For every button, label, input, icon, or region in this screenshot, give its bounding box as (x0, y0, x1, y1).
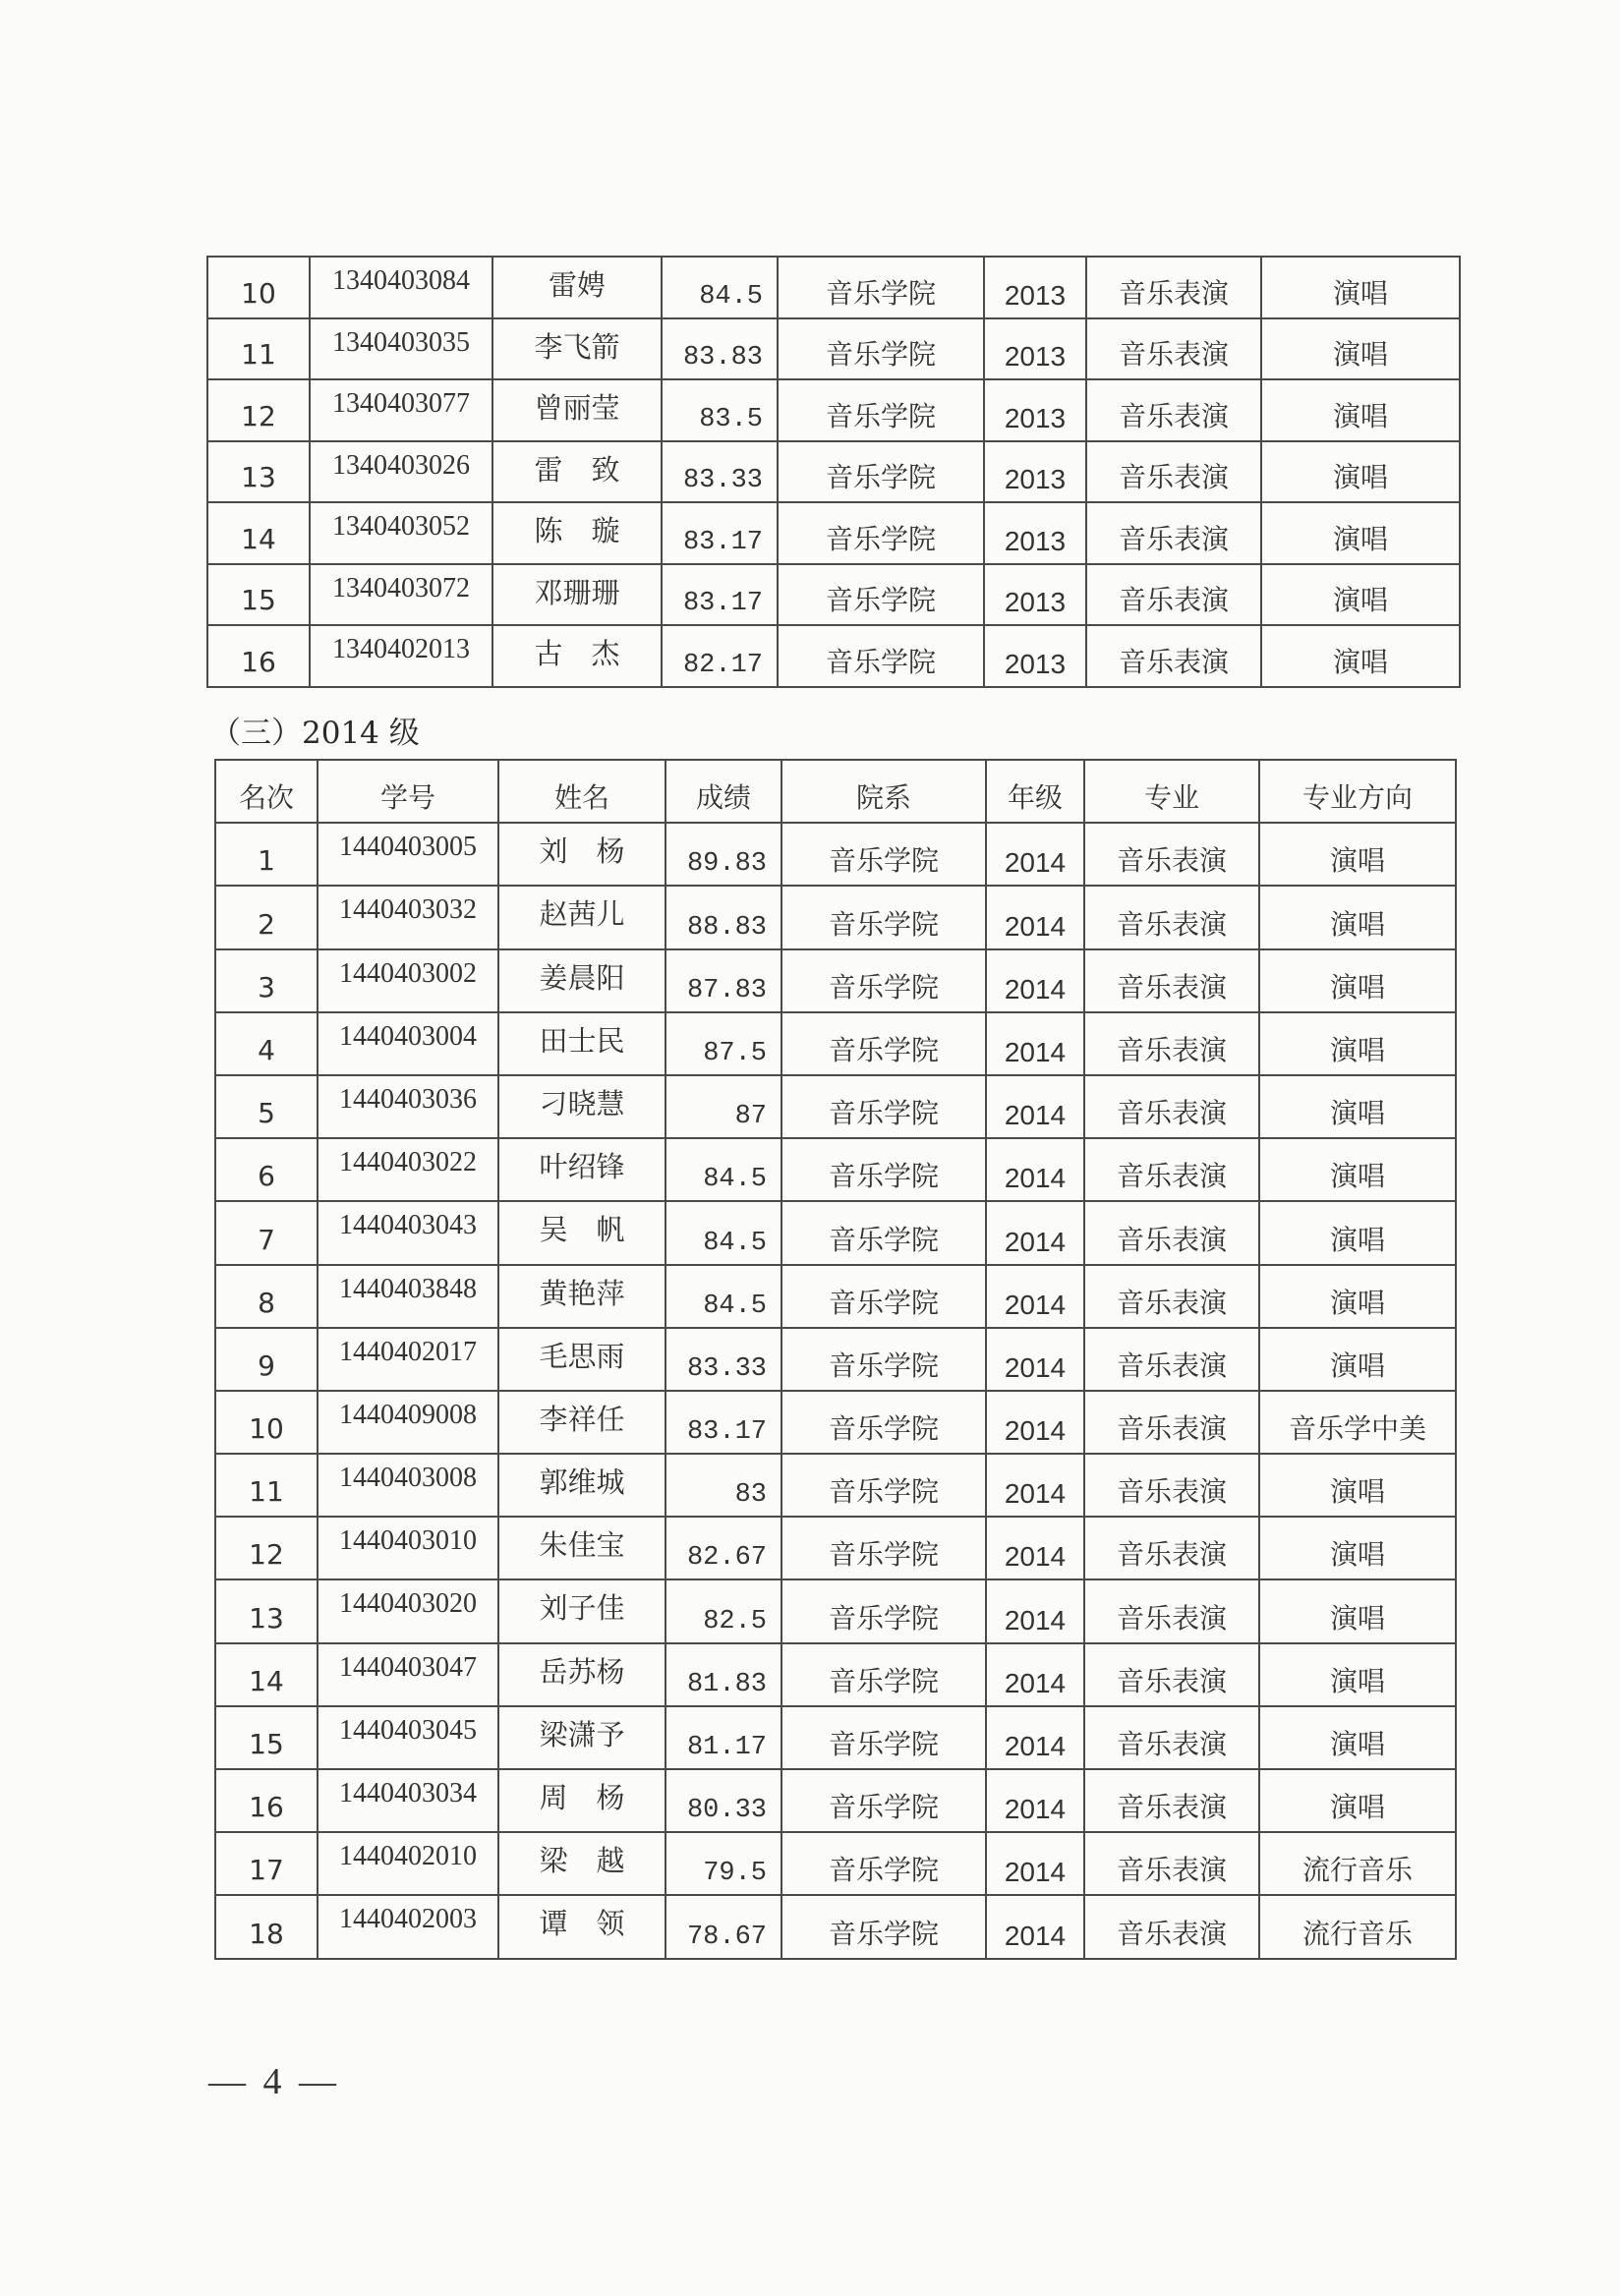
rank-cell: 14 (207, 502, 310, 564)
header-student-id: 学号 (318, 760, 498, 823)
major-cell: 音乐表演 (1086, 502, 1261, 564)
major-cell: 音乐表演 (1084, 1328, 1259, 1391)
major-cell: 音乐表演 (1086, 564, 1261, 626)
direction-cell: 演唱 (1259, 886, 1456, 948)
grade-cell: 2014 (986, 1895, 1084, 1958)
direction-cell: 演唱 (1261, 318, 1460, 380)
score-cell: 81.17 (665, 1706, 781, 1769)
direction-cell: 演唱 (1259, 1012, 1456, 1075)
student-id-cell: 1340403077 (310, 379, 492, 441)
ranking-table-2013 (206, 256, 1461, 688)
name-cell: 吴 帆 (498, 1201, 665, 1264)
header-rank: 名次 (215, 760, 318, 823)
direction-cell: 演唱 (1261, 625, 1460, 687)
department-cell: 音乐学院 (781, 949, 986, 1012)
major-cell: 音乐表演 (1084, 823, 1259, 886)
department-cell: 音乐学院 (778, 625, 984, 687)
table-row (207, 625, 1460, 687)
grade-cell: 2014 (986, 1517, 1084, 1579)
rank-cell: 15 (207, 564, 310, 626)
direction-cell: 演唱 (1259, 1075, 1456, 1138)
department-cell: 音乐学院 (781, 1517, 986, 1579)
grade-cell: 2014 (986, 1265, 1084, 1328)
rank-cell: 2 (215, 886, 318, 948)
score-cell: 87.83 (665, 949, 781, 1012)
direction-cell: 音乐学中美 (1259, 1391, 1456, 1454)
name-cell: 刘 杨 (498, 823, 665, 886)
table-row (207, 318, 1460, 380)
student-id-cell: 1440403045 (318, 1706, 498, 1769)
rank-cell: 16 (215, 1769, 318, 1832)
score-cell: 82.5 (665, 1579, 781, 1642)
rank-cell: 15 (215, 1706, 318, 1769)
direction-cell: 演唱 (1261, 379, 1460, 441)
name-cell: 刁晓慧 (498, 1075, 665, 1138)
department-cell: 音乐学院 (781, 886, 986, 948)
name-cell: 朱佳宝 (498, 1517, 665, 1579)
department-cell: 音乐学院 (781, 1328, 986, 1391)
student-id-cell: 1440409008 (318, 1391, 498, 1454)
score-cell: 83.83 (662, 318, 778, 380)
name-cell: 曾丽莹 (492, 379, 662, 441)
direction-cell: 演唱 (1259, 1201, 1456, 1264)
name-cell: 田士民 (498, 1012, 665, 1075)
grade-cell: 2014 (986, 1012, 1084, 1075)
department-cell: 音乐学院 (781, 1012, 986, 1075)
grade-cell: 2013 (984, 502, 1086, 564)
student-id-cell: 1440403047 (318, 1643, 498, 1706)
rank-cell: 6 (215, 1138, 318, 1201)
grade-cell: 2014 (986, 949, 1084, 1012)
rank-cell: 9 (215, 1328, 318, 1391)
name-cell: 李飞箭 (492, 318, 662, 380)
major-cell: 音乐表演 (1084, 1895, 1259, 1958)
student-id-cell: 1340403052 (310, 502, 492, 564)
name-cell: 毛思雨 (498, 1328, 665, 1391)
department-cell: 音乐学院 (778, 502, 984, 564)
department-cell: 音乐学院 (781, 1832, 986, 1895)
department-cell: 音乐学院 (781, 1138, 986, 1201)
major-cell: 音乐表演 (1084, 1832, 1259, 1895)
major-cell: 音乐表演 (1084, 1517, 1259, 1579)
grade-cell: 2014 (986, 1201, 1084, 1264)
major-cell: 音乐表演 (1086, 625, 1261, 687)
table-row (215, 1012, 1456, 1075)
major-cell: 音乐表演 (1084, 1138, 1259, 1201)
table-row (215, 1832, 1456, 1895)
name-cell: 李祥任 (498, 1391, 665, 1454)
major-cell: 音乐表演 (1084, 1391, 1259, 1454)
student-id-cell: 1440402010 (318, 1832, 498, 1895)
grade-cell: 2013 (984, 564, 1086, 626)
name-cell: 谭 领 (498, 1895, 665, 1958)
department-cell: 音乐学院 (778, 441, 984, 503)
student-id-cell: 1440403043 (318, 1201, 498, 1264)
score-cell: 83 (665, 1454, 781, 1517)
header-grade: 年级 (986, 760, 1084, 823)
rank-cell: 3 (215, 949, 318, 1012)
rank-cell: 13 (215, 1579, 318, 1642)
rank-cell: 10 (215, 1391, 318, 1454)
table-row (215, 1706, 1456, 1769)
header-score: 成绩 (665, 760, 781, 823)
major-cell: 音乐表演 (1084, 1643, 1259, 1706)
score-cell: 88.83 (665, 886, 781, 948)
rank-cell: 11 (207, 318, 310, 380)
table-row (215, 1265, 1456, 1328)
department-cell: 音乐学院 (781, 1579, 986, 1642)
direction-cell: 演唱 (1259, 1706, 1456, 1769)
grade-cell: 2014 (986, 1706, 1084, 1769)
major-cell: 音乐表演 (1084, 1265, 1259, 1328)
score-cell: 84.5 (665, 1265, 781, 1328)
score-cell: 84.5 (662, 257, 778, 318)
direction-cell: 演唱 (1259, 1769, 1456, 1832)
direction-cell: 演唱 (1259, 1579, 1456, 1642)
table-row (207, 379, 1460, 441)
department-cell: 音乐学院 (781, 1769, 986, 1832)
score-cell: 83.17 (665, 1391, 781, 1454)
rank-cell: 18 (215, 1895, 318, 1958)
direction-cell: 演唱 (1261, 257, 1460, 318)
direction-cell: 演唱 (1259, 1138, 1456, 1201)
department-cell: 音乐学院 (781, 1201, 986, 1264)
major-cell: 音乐表演 (1084, 1012, 1259, 1075)
student-id-cell: 1340403084 (310, 257, 492, 318)
department-cell: 音乐学院 (778, 257, 984, 318)
department-cell: 音乐学院 (781, 1454, 986, 1517)
name-cell: 刘子佳 (498, 1579, 665, 1642)
grade-cell: 2013 (984, 257, 1086, 318)
name-cell: 姜晨阳 (498, 949, 665, 1012)
department-cell: 音乐学院 (778, 318, 984, 380)
header-major: 专业 (1084, 760, 1259, 823)
rank-cell: 14 (215, 1643, 318, 1706)
student-id-cell: 1340403026 (310, 441, 492, 503)
student-id-cell: 1340403035 (310, 318, 492, 380)
grade-cell: 2014 (986, 1832, 1084, 1895)
name-cell: 郭维城 (498, 1454, 665, 1517)
direction-cell: 演唱 (1259, 1328, 1456, 1391)
grade-cell: 2014 (986, 886, 1084, 948)
score-cell: 83.33 (662, 441, 778, 503)
major-cell: 音乐表演 (1086, 379, 1261, 441)
table-row (215, 1895, 1456, 1958)
student-id-cell: 1440403002 (318, 949, 498, 1012)
department-cell: 音乐学院 (778, 379, 984, 441)
grade-cell: 2014 (986, 1391, 1084, 1454)
grade-cell: 2013 (984, 625, 1086, 687)
name-cell: 雷 致 (492, 441, 662, 503)
header-name: 姓名 (498, 760, 665, 823)
department-cell: 音乐学院 (781, 1706, 986, 1769)
direction-cell: 演唱 (1259, 1454, 1456, 1517)
table-row (215, 1328, 1456, 1391)
table-row (215, 1454, 1456, 1517)
direction-cell: 演唱 (1259, 1517, 1456, 1579)
direction-cell: 演唱 (1261, 441, 1460, 503)
major-cell: 音乐表演 (1084, 949, 1259, 1012)
rank-cell: 4 (215, 1012, 318, 1075)
student-id-cell: 1440403010 (318, 1517, 498, 1579)
name-cell: 叶绍锋 (498, 1138, 665, 1201)
student-id-cell: 1440402017 (318, 1328, 498, 1391)
table-row (215, 1643, 1456, 1706)
table-row (215, 886, 1456, 948)
score-cell: 83.17 (662, 564, 778, 626)
rank-cell: 8 (215, 1265, 318, 1328)
score-cell: 78.67 (665, 1895, 781, 1958)
name-cell: 陈 璇 (492, 502, 662, 564)
grade-cell: 2014 (986, 1328, 1084, 1391)
student-id-cell: 1440403008 (318, 1454, 498, 1517)
student-id-cell: 1440403004 (318, 1012, 498, 1075)
grade-cell: 2014 (986, 1075, 1084, 1138)
student-id-cell: 1340402013 (310, 625, 492, 687)
score-cell: 84.5 (665, 1138, 781, 1201)
major-cell: 音乐表演 (1084, 1075, 1259, 1138)
score-cell: 81.83 (665, 1643, 781, 1706)
major-cell: 音乐表演 (1084, 1201, 1259, 1264)
table-row (215, 1075, 1456, 1138)
direction-cell: 演唱 (1259, 949, 1456, 1012)
name-cell: 雷娉 (492, 257, 662, 318)
table-header-row (215, 760, 1456, 823)
major-cell: 音乐表演 (1084, 1579, 1259, 1642)
major-cell: 音乐表演 (1084, 1706, 1259, 1769)
table-row (215, 1769, 1456, 1832)
ranking-table-2014-body (215, 823, 1456, 1958)
department-cell: 音乐学院 (781, 1643, 986, 1706)
grade-cell: 2013 (984, 318, 1086, 380)
direction-cell: 流行音乐 (1259, 1832, 1456, 1895)
score-cell: 83.33 (665, 1328, 781, 1391)
grade-cell: 2014 (986, 1454, 1084, 1517)
student-id-cell: 1440403032 (318, 886, 498, 948)
score-cell: 82.17 (662, 625, 778, 687)
table-row (215, 1138, 1456, 1201)
grade-cell: 2014 (986, 823, 1084, 886)
direction-cell: 演唱 (1259, 1265, 1456, 1328)
direction-cell: 流行音乐 (1259, 1895, 1456, 1958)
score-cell: 83.5 (662, 379, 778, 441)
student-id-cell: 1440403036 (318, 1075, 498, 1138)
department-cell: 音乐学院 (781, 1075, 986, 1138)
table-row (215, 823, 1456, 886)
score-cell: 87.5 (665, 1012, 781, 1075)
direction-cell: 演唱 (1261, 564, 1460, 626)
rank-cell: 12 (215, 1517, 318, 1579)
direction-cell: 演唱 (1259, 1643, 1456, 1706)
department-cell: 音乐学院 (781, 1265, 986, 1328)
ranking-table-2013-body (207, 257, 1460, 687)
rank-cell: 11 (215, 1454, 318, 1517)
ranking-table-2014 (214, 759, 1457, 1960)
rank-cell: 17 (215, 1832, 318, 1895)
table-row (215, 1391, 1456, 1454)
section-heading: （三）2014 级 (210, 716, 420, 751)
score-cell: 89.83 (665, 823, 781, 886)
grade-cell: 2013 (984, 379, 1086, 441)
major-cell: 音乐表演 (1086, 318, 1261, 380)
student-id-cell: 1440403848 (318, 1265, 498, 1328)
department-cell: 音乐学院 (781, 823, 986, 886)
score-cell: 80.33 (665, 1769, 781, 1832)
direction-cell: 演唱 (1261, 502, 1460, 564)
student-id-cell: 1340403072 (310, 564, 492, 626)
grade-cell: 2014 (986, 1769, 1084, 1832)
grade-cell: 2013 (984, 441, 1086, 503)
score-cell: 84.5 (665, 1201, 781, 1264)
major-cell: 音乐表演 (1086, 441, 1261, 503)
student-id-cell: 1440403022 (318, 1138, 498, 1201)
department-cell: 音乐学院 (781, 1895, 986, 1958)
rank-cell: 13 (207, 441, 310, 503)
table-row (215, 949, 1456, 1012)
grade-cell: 2014 (986, 1579, 1084, 1642)
table-row (207, 257, 1460, 318)
table-row (207, 502, 1460, 564)
student-id-cell: 1440402003 (318, 1895, 498, 1958)
rank-cell: 5 (215, 1075, 318, 1138)
score-cell: 82.67 (665, 1517, 781, 1579)
name-cell: 梁潇予 (498, 1706, 665, 1769)
student-id-cell: 1440403034 (318, 1769, 498, 1832)
header-direction: 专业方向 (1259, 760, 1456, 823)
table-row (215, 1579, 1456, 1642)
name-cell: 周 杨 (498, 1769, 665, 1832)
name-cell: 赵茜儿 (498, 886, 665, 948)
major-cell: 音乐表演 (1086, 257, 1261, 318)
rank-cell: 16 (207, 625, 310, 687)
grade-cell: 2014 (986, 1138, 1084, 1201)
table-row (215, 1517, 1456, 1579)
major-cell: 音乐表演 (1084, 1769, 1259, 1832)
rank-cell: 7 (215, 1201, 318, 1264)
department-cell: 音乐学院 (781, 1391, 986, 1454)
table-row (207, 564, 1460, 626)
page-number: — 4 — (208, 2061, 340, 2102)
name-cell: 邓珊珊 (492, 564, 662, 626)
rank-cell: 1 (215, 823, 318, 886)
rank-cell: 12 (207, 379, 310, 441)
table-row (215, 1201, 1456, 1264)
score-cell: 83.17 (662, 502, 778, 564)
rank-cell: 10 (207, 257, 310, 318)
header-department: 院系 (781, 760, 986, 823)
name-cell: 岳苏杨 (498, 1643, 665, 1706)
score-cell: 79.5 (665, 1832, 781, 1895)
grade-cell: 2014 (986, 1643, 1084, 1706)
student-id-cell: 1440403005 (318, 823, 498, 886)
department-cell: 音乐学院 (778, 564, 984, 626)
name-cell: 黄艳萍 (498, 1265, 665, 1328)
major-cell: 音乐表演 (1084, 1454, 1259, 1517)
name-cell: 古 杰 (492, 625, 662, 687)
table-row (207, 441, 1460, 503)
name-cell: 梁 越 (498, 1832, 665, 1895)
score-cell: 87 (665, 1075, 781, 1138)
direction-cell: 演唱 (1259, 823, 1456, 886)
student-id-cell: 1440403020 (318, 1579, 498, 1642)
major-cell: 音乐表演 (1084, 886, 1259, 948)
